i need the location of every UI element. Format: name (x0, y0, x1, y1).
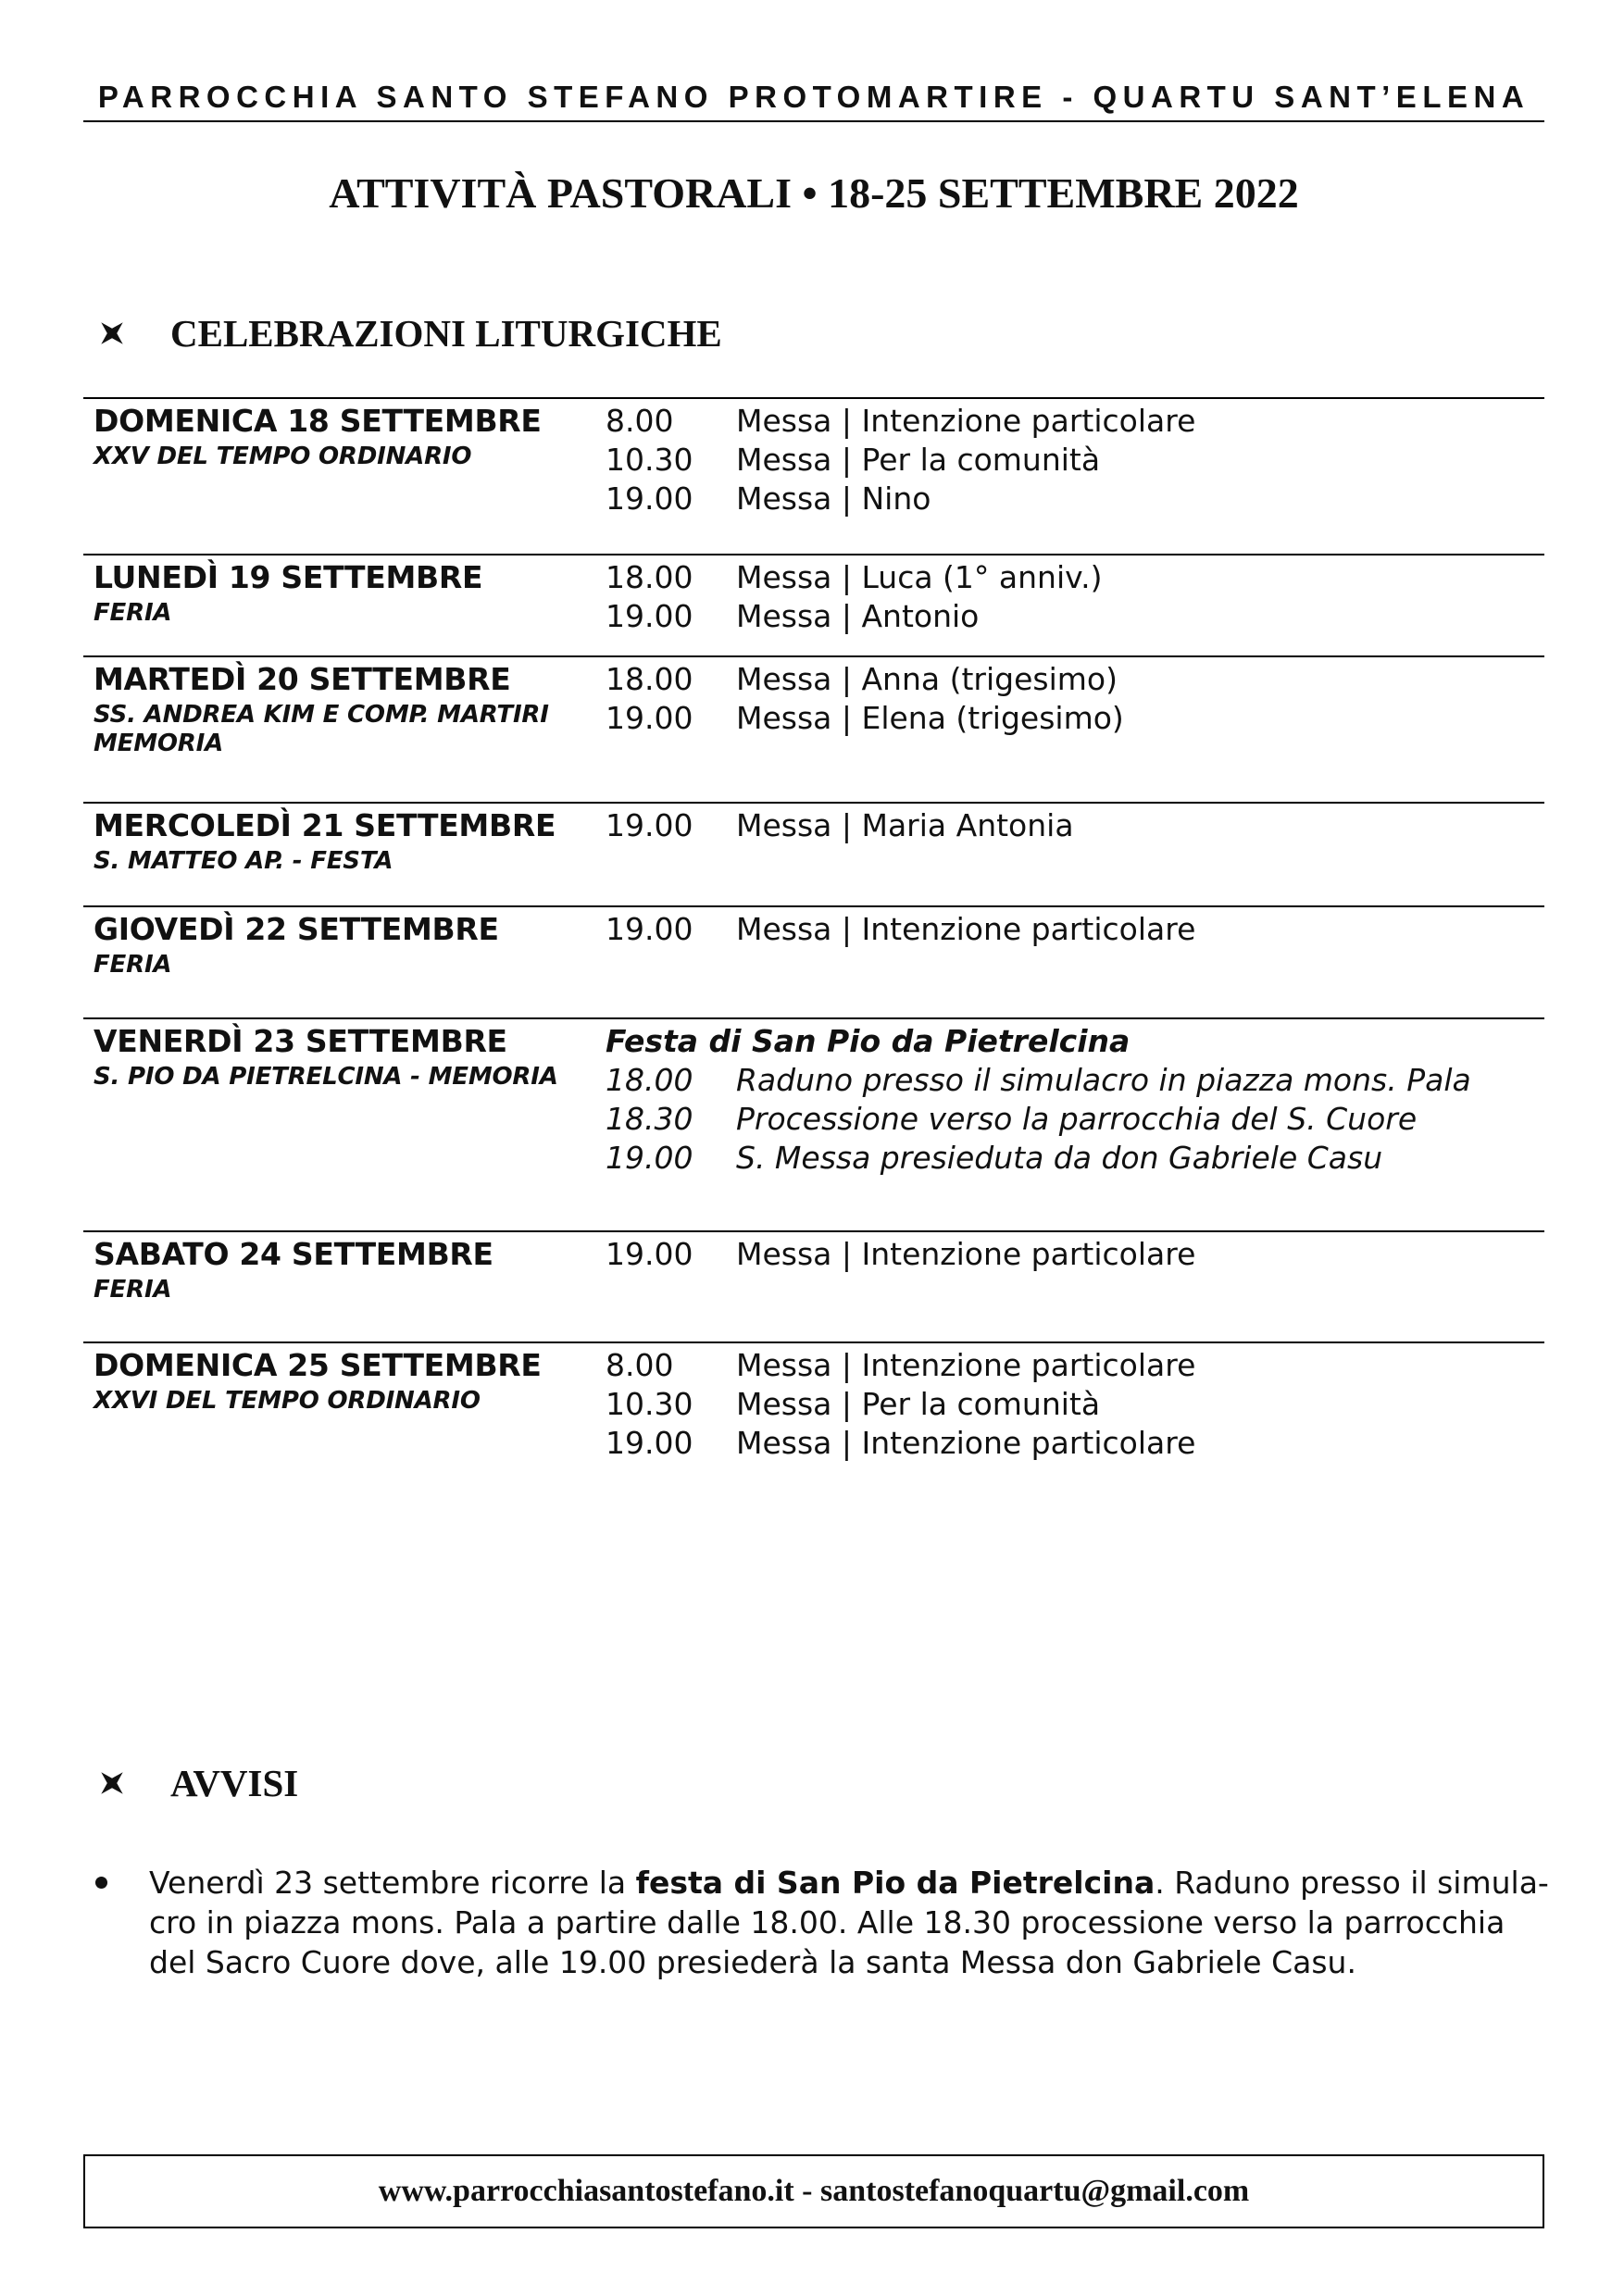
event-row (606, 1383, 1541, 1422)
row-divider (83, 905, 1544, 907)
row-divider (83, 1341, 1544, 1343)
event-row (606, 1137, 1541, 1176)
event-time: 18.30 (606, 1101, 693, 1137)
event-desc: Messa | Intenzione particolare (736, 911, 1196, 947)
event-row (606, 400, 1541, 439)
day-cell (94, 908, 593, 980)
event-desc: Messa | Intenzione particolare (736, 1236, 1196, 1272)
row-divider (83, 397, 1544, 399)
header-divider (83, 120, 1544, 122)
event-time: 18.00 (606, 1062, 693, 1098)
notice-text (149, 1863, 1549, 1982)
events-cell (606, 556, 1541, 634)
day-subtitle: S. MATTEO AP. - FESTA (94, 847, 394, 875)
events-cell (606, 400, 1541, 517)
notice-bold-text: festa di San Pio da Pietrelcina (635, 1865, 1156, 1901)
day-subtitle: MEMORIA (94, 730, 224, 757)
day-cell (94, 1020, 593, 1092)
event-desc: Messa | Intenzione particolare (736, 1347, 1196, 1383)
event-desc: Messa | Intenzione particolare (736, 403, 1196, 439)
event-time: 8.00 (606, 1347, 674, 1383)
festa-title: Festa di San Pio da Pietrelcina (606, 1023, 1131, 1059)
day-subtitle: FERIA (94, 1276, 172, 1304)
bullet-icon (95, 1877, 107, 1889)
event-row (606, 1059, 1541, 1098)
event-time: 19.00 (606, 1236, 693, 1272)
day-subtitle: FERIA (94, 951, 172, 979)
day-cell (94, 1233, 593, 1304)
row-divider (83, 802, 1544, 804)
event-desc: Messa | Anna (trigesimo) (736, 661, 1118, 697)
event-desc: S. Messa presieduta da don Gabriele Casu (736, 1140, 1383, 1176)
event-desc: Messa | Per la comunità (736, 442, 1101, 478)
event-row (606, 1233, 1541, 1272)
parish-header: PARROCCHIA SANTO STEFANO PROTOMARTIRE - QUARTU SANT’ELENA (97, 80, 1530, 114)
day-subtitle: SS. ANDREA KIM E COMP. MARTIRI (94, 701, 549, 729)
day-subtitle: FERIA (94, 599, 172, 627)
event-time: 8.00 (606, 403, 674, 439)
event-time: 19.00 (606, 911, 693, 947)
row-divider (83, 655, 1544, 657)
four-point-star-icon (100, 321, 124, 345)
event-row (606, 1344, 1541, 1383)
events-cell (606, 908, 1541, 947)
day-name: MARTEDÌ 20 SETTEMBRE (94, 661, 511, 697)
notice-text-part: . Raduno presso il simula- (1155, 1865, 1549, 1901)
day-name: DOMENICA 18 SETTEMBRE (94, 403, 542, 439)
day-cell (94, 658, 593, 758)
notice-line (149, 1863, 1549, 1903)
notice-line (149, 1942, 1543, 1982)
event-row (606, 556, 1541, 595)
notice-line (149, 1903, 1543, 1942)
event-time: 19.00 (606, 480, 693, 517)
event-row (606, 478, 1541, 517)
event-time: 18.00 (606, 661, 693, 697)
row-divider (83, 554, 1544, 555)
day-name: DOMENICA 25 SETTEMBRE (94, 1347, 542, 1383)
notice-text-part: cro in piazza mons. Pala a partire dalle 18.00. Alle 18.30 processione verso la parrocchia (149, 1904, 1505, 1940)
event-time: 10.30 (606, 442, 693, 478)
avvisi-heading-label: AVVISI (170, 1762, 299, 1804)
day-name: VENERDÌ 23 SETTEMBRE (94, 1023, 507, 1059)
event-row (606, 439, 1541, 478)
events-cell (606, 658, 1541, 736)
event-row (606, 1422, 1541, 1461)
day-subtitle: XXV DEL TEMPO ORDINARIO (94, 443, 472, 470)
day-subtitle: S. PIO DA PIETRELCINA - MEMORIA (94, 1063, 558, 1091)
day-name: LUNEDÌ 19 SETTEMBRE (94, 559, 483, 595)
day-name: SABATO 24 SETTEMBRE (94, 1236, 493, 1272)
event-row (606, 658, 1541, 697)
four-point-star-icon (100, 1771, 124, 1795)
event-desc: Raduno presso il simulacro in piazza mons. Pala (736, 1062, 1471, 1098)
footer-links[interactable]: www.parrocchiasantostefano.it - santostefanoquartu@gmail.com (378, 2174, 1250, 2208)
event-row (606, 595, 1541, 634)
event-time: 18.00 (606, 559, 693, 595)
event-time: 19.00 (606, 1425, 693, 1461)
event-desc: Messa | Per la comunità (736, 1386, 1101, 1422)
page-title: ATTIVITÀ PASTORALI • 18-25 SETTEMBRE 2022 (329, 169, 1299, 217)
event-desc: Messa | Nino (736, 480, 931, 517)
notice-item (93, 1863, 1549, 1982)
events-cell (606, 1344, 1541, 1461)
events-cell (606, 805, 1541, 843)
day-cell (94, 400, 593, 471)
event-time: 19.00 (606, 807, 693, 843)
event-desc: Messa | Luca (1° anniv.) (736, 559, 1103, 595)
day-name: GIOVEDÌ 22 SETTEMBRE (94, 911, 499, 947)
notice-text-part: del Sacro Cuore dove, alle 19.00 presiederà la santa Messa don Gabriele Casu. (149, 1944, 1356, 1980)
events-cell (606, 1233, 1541, 1272)
event-time: 19.00 (606, 1140, 693, 1176)
row-divider (83, 1017, 1544, 1019)
event-row (606, 1098, 1541, 1137)
event-desc: Messa | Maria Antonia (736, 807, 1074, 843)
footer-contact (83, 2154, 1544, 2228)
day-cell (94, 805, 593, 876)
event-desc: Messa | Intenzione particolare (736, 1425, 1196, 1461)
event-row (606, 697, 1541, 736)
event-desc: Processione verso la parrocchia del S. Cuore (736, 1101, 1418, 1137)
row-divider (83, 1230, 1544, 1232)
event-desc: Messa | Antonio (736, 598, 980, 634)
event-time: 10.30 (606, 1386, 693, 1422)
event-time: 19.00 (606, 598, 693, 634)
day-cell (94, 1344, 593, 1416)
event-row (606, 908, 1541, 947)
events-cell (606, 1020, 1541, 1176)
day-subtitle: XXVI DEL TEMPO ORDINARIO (94, 1387, 481, 1415)
celebrazioni-heading-label: CELEBRAZIONI LITURGICHE (170, 312, 722, 355)
day-name: MERCOLEDÌ 21 SETTEMBRE (94, 807, 556, 843)
event-desc: Messa | Elena (trigesimo) (736, 700, 1124, 736)
notice-text-part: Venerdì 23 settembre ricorre la (149, 1865, 636, 1901)
event-row (606, 805, 1541, 843)
event-time: 19.00 (606, 700, 693, 736)
avvisi-heading (100, 1755, 298, 1811)
celebrazioni-heading (100, 306, 722, 361)
day-cell (94, 556, 593, 628)
